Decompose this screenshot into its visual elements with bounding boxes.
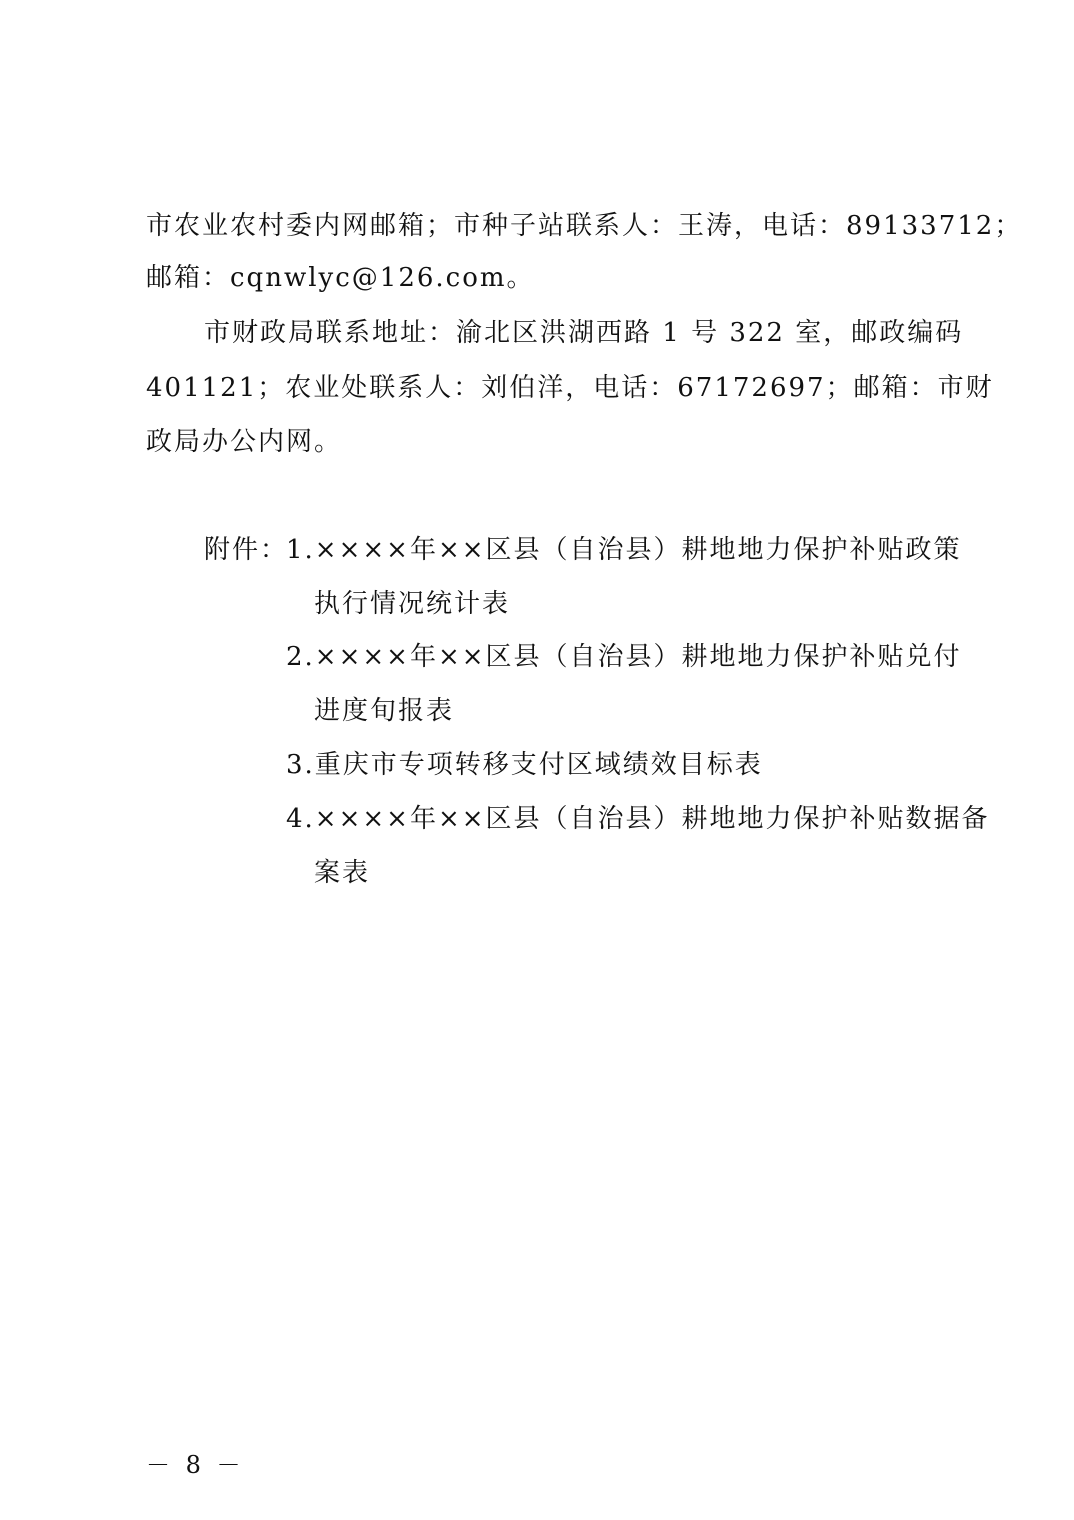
attachment-2-line-2: 进度旬报表 — [314, 696, 455, 726]
attachment-4-line-2: 案表 — [314, 858, 371, 888]
body-line-5: 政局办公内网。 — [146, 427, 343, 457]
attachment-1-line-1: 1.××××年××区县（自治县）耕地地力保护补贴政策 — [286, 535, 962, 565]
body-line-2: 邮箱：cqnwlyc@126.com。 — [146, 263, 535, 293]
body-line-4: 401121；农业处联系人：刘伯洋，电话：67172697；邮箱：市财 — [146, 373, 994, 403]
attachment-3-line-1: 3.重庆市专项转移支付区域绩效目标表 — [286, 750, 763, 780]
attachment-4-line-1: 4.××××年××区县（自治县）耕地地力保护补贴数据备 — [286, 804, 990, 834]
page-number: － 8 － — [146, 1451, 245, 1479]
attachment-2-line-1: 2.××××年××区县（自治县）耕地地力保护补贴兑付 — [286, 642, 962, 672]
attachments-label: 附件： — [204, 535, 289, 565]
attachment-1-line-2: 执行情况统计表 — [314, 589, 511, 619]
body-line-3: 市财政局联系地址：渝北区洪湖西路 1 号 322 室，邮政编码 — [204, 318, 964, 348]
body-line-1: 市农业农村委内网邮箱；市种子站联系人：王涛，电话：89133712； — [146, 211, 1023, 241]
